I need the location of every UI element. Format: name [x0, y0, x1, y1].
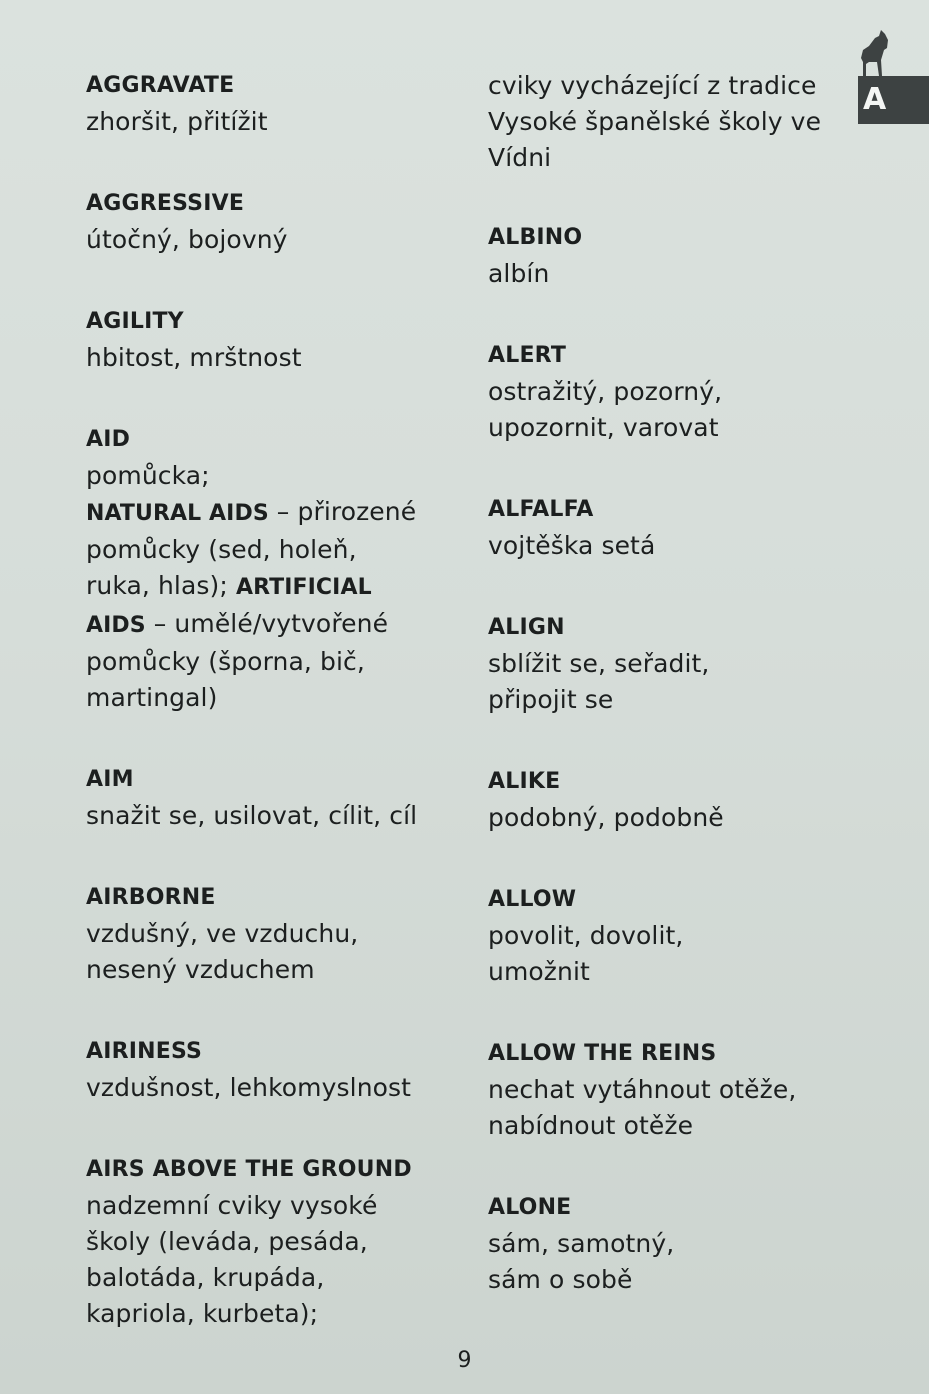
- entry: [86, 304, 466, 376]
- entry-definition: cviky vycházející z tradice: [488, 71, 817, 100]
- entry: [86, 422, 466, 716]
- subentry-term: ARTIFICIAL: [235, 575, 372, 600]
- entry-definition: pomůcky (šporna, bič,: [86, 647, 365, 676]
- entry-term: AGILITY: [86, 309, 184, 334]
- entry-term: AGGRESSIVE: [86, 191, 245, 216]
- entry-term: ALLOW THE REINS: [488, 1041, 717, 1066]
- entry-term: ALLOW: [488, 887, 577, 912]
- entry-definition: Vysoké španělské školy ve: [488, 107, 822, 136]
- entry: [488, 1036, 833, 1144]
- entry-definition: nabídnout otěže: [488, 1111, 694, 1140]
- entry-definition: [86, 568, 466, 606]
- entry-definition: útočný, bojovný: [86, 225, 288, 254]
- entry-definition: [86, 494, 466, 532]
- entry-term: ALONE: [488, 1195, 572, 1220]
- entry-term: AIRINESS: [86, 1039, 203, 1064]
- entry-definition: pomůcky (sed, holeň,: [86, 535, 357, 564]
- entry-definition: balotáda, krupáda,: [86, 1263, 325, 1292]
- thumb-index-letter: A: [863, 82, 887, 117]
- entry: [86, 1152, 466, 1332]
- entry-definition: sblížit se, seřadit,: [488, 649, 710, 678]
- right-column: [488, 68, 833, 1344]
- entry-definition: zhoršit, přitížit: [86, 107, 268, 136]
- subentry-text: přirozené: [297, 497, 417, 526]
- entry-definition: hbitost, mrštnost: [86, 343, 302, 372]
- entry: [86, 880, 466, 988]
- subentry-text: umělé/vytvořené: [174, 609, 389, 638]
- left-column: [86, 68, 466, 1378]
- continued-definition: [488, 68, 833, 176]
- entry-definition: kapriola, kurbeta);: [86, 1299, 319, 1328]
- entry-definition: upozornit, varovat: [488, 413, 719, 442]
- page-number: 9: [457, 1348, 472, 1373]
- entry-definition: martingal): [86, 683, 218, 712]
- subentry-text: ruka, hlas);: [86, 571, 228, 600]
- entry: [86, 762, 466, 834]
- entry-term: AID: [86, 427, 131, 452]
- entry-term: AGGRAVATE: [86, 73, 235, 98]
- entry-definition: nadzemní cviky vysoké: [86, 1191, 378, 1220]
- entry-definition: ostražitý, pozorný,: [488, 377, 723, 406]
- entry-definition: umožnit: [488, 957, 590, 986]
- entry: [86, 68, 466, 140]
- entry-term: AIRBORNE: [86, 885, 216, 910]
- entry: [488, 764, 833, 836]
- entry-definition: sám o sobě: [488, 1265, 633, 1294]
- entry-term: ALFALFA: [488, 497, 594, 522]
- entry-definition: sám, samotný,: [488, 1229, 675, 1258]
- subentry-separator: –: [145, 609, 175, 638]
- entry: [86, 1034, 466, 1106]
- entry: [488, 220, 833, 292]
- entry-definition: školy (leváda, pesáda,: [86, 1227, 368, 1256]
- entry-definition: Vídni: [488, 143, 552, 172]
- entry-definition: podobný, podobně: [488, 803, 724, 832]
- entry-definition: připojit se: [488, 685, 614, 714]
- entry-definition: snažit se, usilovat, cílit, cíl: [86, 801, 418, 830]
- entry-term: ALIKE: [488, 769, 561, 794]
- entry: [488, 610, 833, 718]
- entry-definition: vzdušný, ve vzduchu,: [86, 919, 359, 948]
- subentry-term: NATURAL AIDS: [86, 501, 269, 526]
- subentry-separator: –: [268, 497, 298, 526]
- entry-definition: pomůcka;: [86, 461, 210, 490]
- entry: [86, 186, 466, 258]
- entry-term: ALERT: [488, 343, 567, 368]
- entry-definition: povolit, dovolit,: [488, 921, 684, 950]
- subentry-term: AIDS: [86, 613, 146, 638]
- entry-definition: albín: [488, 259, 550, 288]
- entry: [488, 338, 833, 446]
- entry-definition: vojtěška setá: [488, 531, 656, 560]
- horse-icon: [855, 28, 891, 78]
- entry-definition: nechat vytáhnout otěže,: [488, 1075, 797, 1104]
- entry-term: ALIGN: [488, 615, 565, 640]
- entry-definition: [86, 606, 466, 644]
- entry: [488, 1190, 833, 1298]
- entry: [488, 492, 833, 564]
- entry-term: AIRS ABOVE THE GROUND: [86, 1157, 412, 1182]
- entry-term: ALBINO: [488, 225, 583, 250]
- entry-definition: nesený vzduchem: [86, 955, 315, 984]
- entry: [488, 882, 833, 990]
- entry-term: AIM: [86, 767, 134, 792]
- entry-definition: vzdušnost, lehkomyslnost: [86, 1073, 412, 1102]
